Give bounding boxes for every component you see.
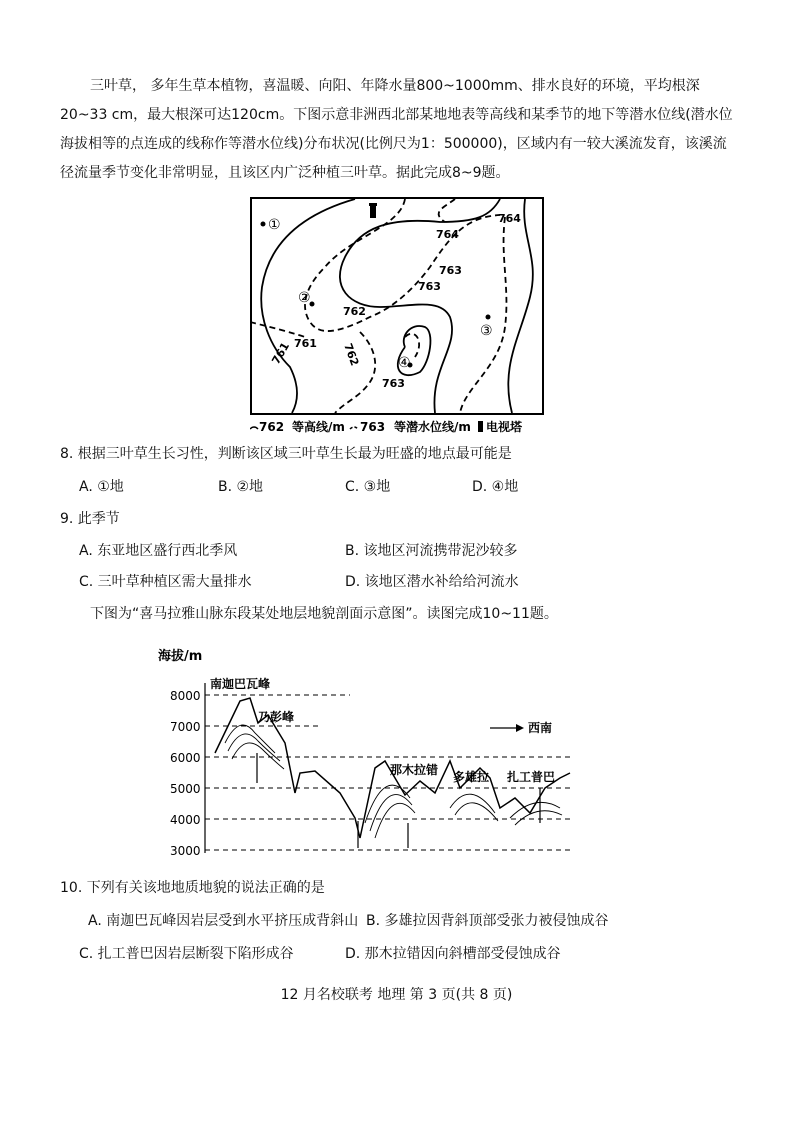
direction-arrow: [490, 720, 552, 735]
map-value-label: 764: [498, 212, 521, 225]
contour-map: [250, 197, 546, 437]
peak-label: 多雄拉: [453, 770, 490, 784]
y-tick: 8000: [170, 689, 201, 703]
legend-water-value: 763: [360, 420, 386, 434]
map-value-label: 764: [436, 228, 459, 241]
intro2-text: 下图为“喜马拉雅山脉东段某处地层地貌剖面示意图”。读图完成10~11题。: [90, 606, 558, 622]
map-value-label: 763: [382, 377, 405, 390]
map-value-label: 763: [418, 280, 441, 293]
legend-contour-label: 等高线/m: [292, 420, 345, 434]
legend-contour-value: 762: [259, 420, 285, 434]
q9-option-c: C. 三叶草种植区需大量排水: [79, 574, 252, 590]
map-value-label: 761: [294, 337, 317, 350]
q10-option-d: D. 那木拉错因向斜槽部受侵蚀成谷: [345, 946, 561, 962]
q8-option-c: C. ③地: [345, 479, 391, 495]
legend-tower-label: 电视塔: [486, 420, 523, 434]
q10-option-a: A. 南迦巴瓦峰因岩层受到水平挤压成背斜山: [88, 913, 359, 929]
y-tick: 7000: [170, 720, 201, 734]
map-value-label: 762: [341, 341, 362, 368]
map-value-label: 761: [269, 340, 293, 367]
q8-option-b: B. ②地: [218, 479, 264, 495]
y-tick: 3000: [170, 844, 201, 858]
q10-option-b: B. 多雄拉因背斜顶部受张力被侵蚀成谷: [366, 913, 609, 929]
y-tick: 5000: [170, 782, 201, 796]
intro-paragraph: 三叶草， 多年生草本植物，喜温暖、向阳、年降水量800~1000mm、排水良好的环境，平均根深20~33 cm，最大根深可达120cm。下图示意非洲西北部某地地表等高线和某季节的地下等潜水位线(潜水位海拔相等的点连成的线称作等潜水位线)分布状况(比例尺为1：500000)，区域内有一较大溪流发育，该溪流径流量季节变化非常明显，且该区内广泛种植三叶草。据此完成8~9题。: [60, 78, 733, 181]
point-1-label: ①: [268, 217, 281, 233]
q9-option-a: A. 东亚地区盛行西北季风: [79, 543, 238, 559]
point-2-label: ②: [298, 290, 311, 306]
y-tick: 4000: [170, 813, 201, 827]
peak-label: 扎工普巴: [507, 770, 556, 784]
peak-label: 乃彭峰: [258, 710, 295, 724]
peak-label: 南迦巴瓦峰: [210, 677, 271, 691]
q9-option-d: D. 该地区潜水补给给河流水: [345, 574, 519, 590]
q9-stem: 9. 此季节: [60, 511, 120, 527]
y-tick: 6000: [170, 751, 201, 765]
point-4-label: ④: [398, 355, 411, 371]
q9-option-b: B. 该地区河流携带泥沙较多: [345, 543, 518, 559]
map-value-label: 762: [343, 305, 366, 318]
direction-label: 西南: [528, 721, 553, 735]
q10-option-c: C. 扎工普巴因岩层断裂下陷形成谷: [79, 946, 294, 962]
q8-stem: 8. 根据三叶草生长习性，判断该区域三叶草生长最为旺盛的地点最可能是: [60, 446, 512, 462]
map-legend: [250, 419, 523, 434]
peak-label: 那木拉错: [390, 763, 439, 777]
legend-water-label: 等潜水位线/m: [394, 420, 471, 434]
q8-option-d: D. ④地: [472, 479, 519, 495]
point-3-label: ③: [480, 323, 493, 339]
page-footer: 12 月名校联考 地理 第 3 页(共 8 页): [280, 987, 513, 1003]
y-axis-title: 海拔/m: [158, 649, 203, 664]
q10-stem: 10. 下列有关该地地质地貌的说法正确的是: [60, 880, 325, 896]
geologic-profile: [150, 643, 580, 863]
tv-tower-icon: [478, 421, 483, 432]
map-value-label: 763: [439, 264, 462, 277]
q8-option-a: A. ①地: [79, 479, 124, 495]
